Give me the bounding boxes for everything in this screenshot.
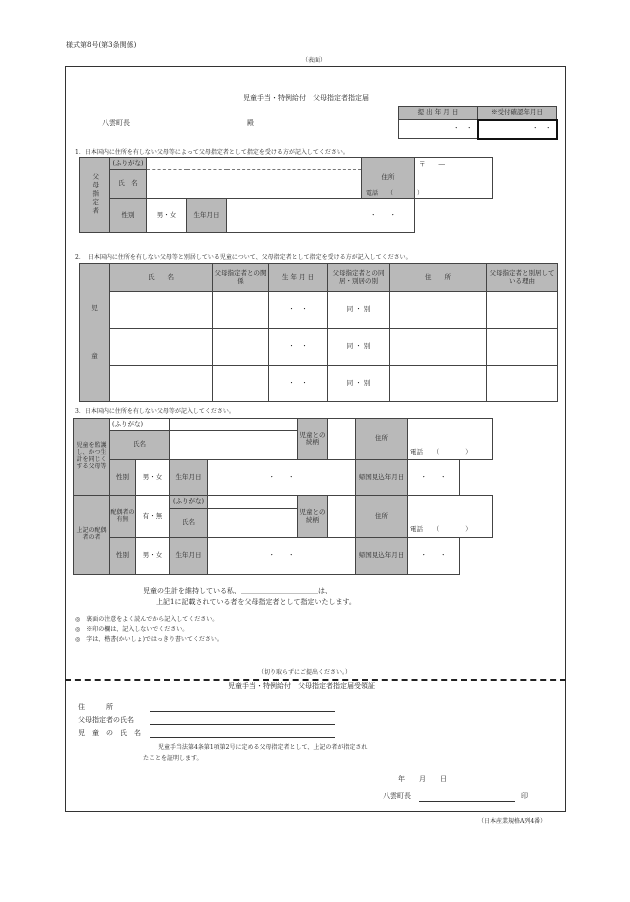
child-name-field[interactable] [110, 366, 213, 402]
cohabit-field[interactable]: 同 ・ 別 [328, 366, 390, 402]
relation-field[interactable] [213, 329, 269, 366]
section2-side-label: 児 童 [80, 264, 110, 402]
receipt-date-value: ・ ・ [478, 120, 557, 139]
s3b-gender-value[interactable]: 男・女 [136, 537, 170, 574]
honorific: 殿 [247, 119, 254, 127]
section1-name-field[interactable] [147, 170, 362, 199]
seal-mark: 印 [521, 792, 528, 800]
note-2: ◎ ※印の欄は、記入しないでください。 [75, 626, 189, 633]
s3b-furigana-field[interactable] [208, 496, 298, 508]
birth-field[interactable]: ・ ・ [269, 292, 328, 329]
cut-line-label: （切り取らずにご提出ください。） [258, 669, 352, 676]
section2-table [79, 263, 558, 402]
section1-side-label: 父母指定者 [80, 158, 110, 233]
s3-name-label: 氏名 [110, 431, 170, 460]
col-name: 氏 名 [110, 264, 213, 292]
s3-return-label: 帰国見込年月日 [356, 460, 408, 496]
s3-birth-value[interactable]: ・ ・ [208, 460, 356, 496]
relation-field[interactable] [213, 366, 269, 402]
child-name-field[interactable] [110, 329, 213, 366]
address-field[interactable] [390, 366, 487, 402]
section1-address-label: 住所 [362, 158, 415, 199]
s3-spouse-value[interactable]: 有・無 [136, 496, 170, 537]
col-relation: 父母指定者との関係 [213, 264, 269, 292]
col-address: 住 所 [390, 264, 487, 292]
s3b-return-label: 帰国見込年月日 [356, 537, 408, 574]
s3b-blank [460, 537, 493, 574]
s3b-birth-label: 生年月日 [170, 537, 208, 574]
section1-gender-value[interactable]: 男・女 [147, 199, 187, 233]
s3b-address-field[interactable]: 電話 （ ） [408, 496, 493, 537]
s3-birth-label: 生年月日 [170, 460, 208, 496]
col-birth: 生 年 月 日 [269, 264, 328, 292]
s3b-furigana-label: (ふりがな) [170, 496, 208, 508]
receipt-designee-label: 父母指定者の氏名 [78, 716, 134, 724]
section1-phone: 電話 （ ） [366, 190, 424, 197]
header-date-boxes [398, 106, 558, 140]
s3b-birth-value[interactable]: ・ ・ [208, 537, 356, 574]
s3-name-field[interactable] [170, 431, 298, 460]
table-row [80, 329, 558, 366]
section1-birth-label: 生年月日 [187, 199, 227, 233]
issuer-line [419, 793, 515, 802]
receipt-child-line[interactable] [150, 729, 335, 738]
cohabit-field[interactable]: 同 ・ 別 [328, 292, 390, 329]
s3-gender-value[interactable]: 男・女 [136, 460, 170, 496]
s3-relation-label: 児童との続柄 [298, 419, 328, 460]
form-title: 児童手当・特例給付 父母指定者指定届 [243, 94, 369, 102]
section1-blank [415, 199, 493, 233]
section2-heading: 2． 日本国内に住所を有しない父母等と別居している児童について、父母指定者として指定を受ける方が記入してください。 [75, 254, 412, 261]
receipt-date-label: ※受付確認年月日 [478, 107, 557, 120]
s3-gender-label: 性別 [110, 460, 136, 496]
section1-furigana-label: (ふりがな) [110, 158, 147, 170]
s3b-name-label: 氏名 [170, 508, 208, 537]
note-3: ◎ 字は、楷書(かいしょ)ではっきり書いてください。 [75, 636, 223, 643]
section1-name-label: 氏 名 [110, 170, 147, 199]
certify-line2: たことを証明します。 [143, 755, 203, 762]
s3-blank [460, 460, 493, 496]
certify-line1: 児童手当法第4条第1項第2号に定める父母指定者として、上記の者が指定され [158, 744, 368, 751]
address-field[interactable] [390, 292, 487, 329]
section1-furigana-field[interactable] [147, 158, 362, 170]
address-field[interactable] [390, 329, 487, 366]
col-cohabit: 父母指定者との同居・別居の別 [328, 264, 390, 292]
table-row [80, 292, 558, 329]
receipt-address-label: 住 所 [78, 703, 113, 711]
cut-line [65, 679, 566, 681]
section1-address-field[interactable] [415, 158, 493, 199]
receipt-address-line[interactable] [150, 703, 335, 712]
birth-field[interactable]: ・ ・ [269, 329, 328, 366]
receipt-issuer: 八雲町長 [383, 792, 411, 800]
receipt-designee-line[interactable] [150, 716, 335, 725]
paper-size: （日本産業規格A列4番） [478, 818, 547, 825]
s3b-relation-field[interactable] [328, 496, 356, 537]
s3-relation-field[interactable] [328, 419, 356, 460]
reason-field[interactable] [487, 292, 558, 329]
col-reason: 父母指定者と別居している理由 [487, 264, 558, 292]
side-label: （表面） [302, 57, 327, 64]
s3-furigana-field[interactable] [170, 419, 298, 431]
section1-gender-label: 性別 [110, 199, 147, 233]
section1-table [79, 157, 493, 233]
postal-mark: 〒 ― [419, 160, 446, 168]
section3-side-label-upper: 児童を監護し、かつ生計を同じくする父母等 [74, 419, 110, 496]
s3-furigana-label: (ふりがな) [110, 419, 170, 431]
section3-heading: 3．日本国内に住所を有しない父母等が記入してください。 [75, 408, 235, 415]
note-1: ◎ 裏面の注意をよく読んでから記入してください。 [75, 616, 219, 623]
s3b-address-label: 住所 [356, 496, 408, 537]
relation-field[interactable] [213, 292, 269, 329]
table-row [80, 366, 558, 402]
reason-field[interactable] [487, 366, 558, 402]
s3-return-value[interactable]: ・ ・ [408, 460, 460, 496]
addressee: 八雲町長 [102, 119, 130, 127]
section3-side-label-lower: 上記の配偶者の者 [74, 496, 110, 575]
form-number: 様式第8号(第3条関係) [66, 41, 137, 49]
declaration-line2: 上記1に記載されている者を父母指定者として指定いたします。 [156, 598, 356, 606]
section1-heading: 1．日本国内に住所を有しない父母等によって父母指定者として指定を受ける方が記入してください。 [75, 149, 349, 156]
s3b-gender-label: 性別 [110, 537, 136, 574]
declaration-line1: 児童の生計を維持している私、＿＿＿＿＿＿＿＿＿＿＿は、 [143, 587, 332, 595]
s3b-return-value[interactable]: ・ ・ [408, 537, 460, 574]
s3-address-field[interactable]: 電話 （ ） [408, 419, 493, 460]
receipt-title: 児童手当・特例給付 父母指定者指定届受領証 [228, 682, 375, 690]
s3b-name-field[interactable] [208, 508, 298, 537]
child-name-field[interactable] [110, 292, 213, 329]
cohabit-field[interactable]: 同 ・ 別 [328, 329, 390, 366]
section1-birth-value[interactable]: ・ ・ [227, 199, 415, 233]
submit-date-label: 提 出 年 月 日 [399, 107, 478, 120]
section3-table [73, 418, 493, 575]
receipt-child-label: 児 童 の 氏 名 [78, 729, 141, 737]
birth-field[interactable]: ・ ・ [269, 366, 328, 402]
s3-spouse-label: 配偶者の有無 [110, 496, 136, 537]
s3b-relation-label: 児童との続柄 [298, 496, 328, 537]
submit-date-value[interactable]: ・ ・ [399, 120, 478, 139]
s3-address-label: 住所 [356, 419, 408, 460]
receipt-date-line: 年 月 日 [398, 775, 447, 783]
reason-field[interactable] [487, 329, 558, 366]
